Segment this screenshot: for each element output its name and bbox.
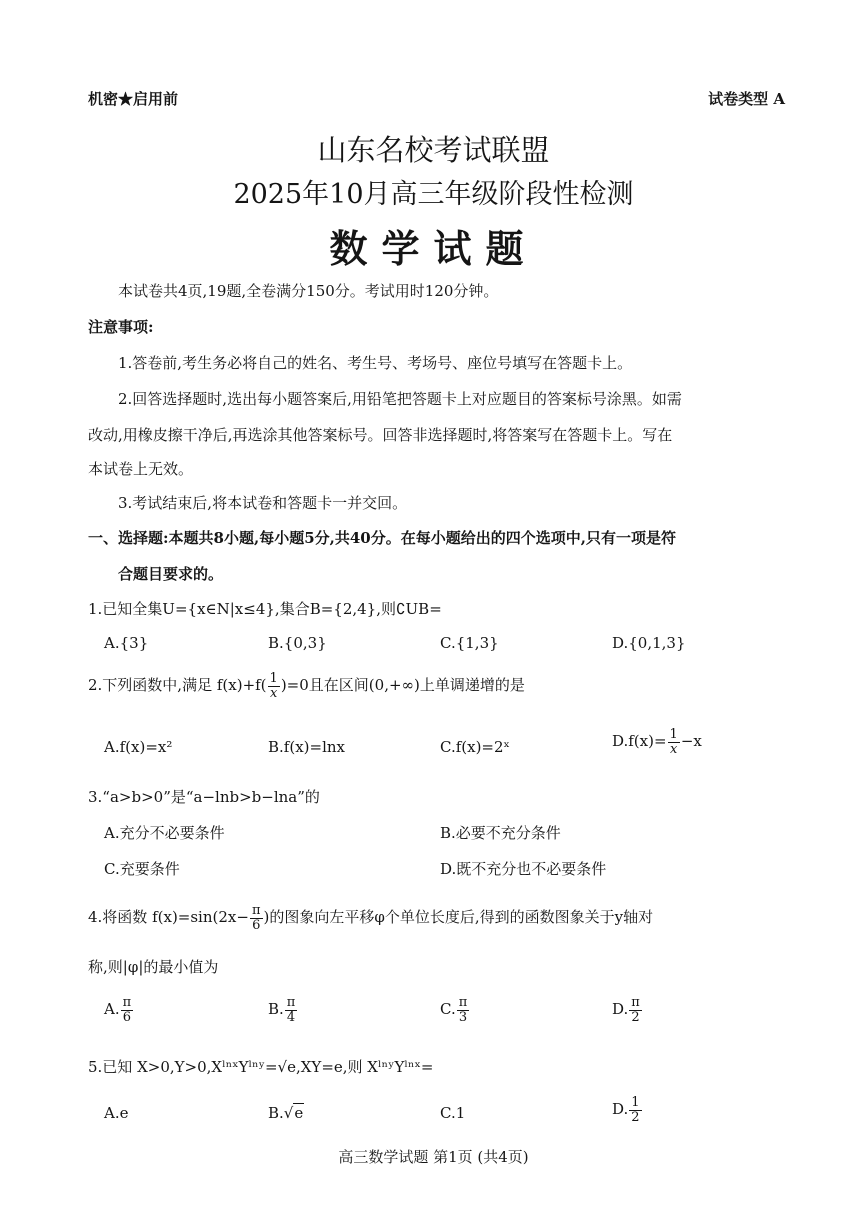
fraction-numerator: π [631,995,640,1010]
question-5-option-c: C.1 [440,1104,466,1122]
question-3-option-c: C.充要条件 [104,860,180,878]
notice-item-2-line-3: 本试卷上无效。 [88,460,194,478]
question-1-option-a: A.{3} [104,634,149,652]
question-4-option-c [440,996,470,1024]
question-3-stem: 3.“a>b>0”是“a−lnb>b−lna”的 [88,788,320,806]
question-2-option-c: C.f(x)=2ˣ [440,738,510,756]
question-3-option-a: A.充分不必要条件 [104,824,225,842]
question-4-stem-end: )的图象向左平移φ个单位长度后,得到的函数图象关于y轴对 [263,908,654,927]
fraction-numerator: 1 [669,727,678,742]
fraction-numerator: 1 [269,671,278,686]
intro-text: 本试卷共4页,19题,全卷满分150分。考试用时120分钟。 [118,282,499,300]
question-2-option-b: B.f(x)=lnx [268,738,345,756]
question-1-stem: 1.已知全集U={x∈N|x≤4},集合B={2,4},则∁UB= [88,600,442,618]
notice-item-2-line-1: 2.回答选择题时,选出每小题答案后,用铅笔把答题卡上对应题目的答案标号涂黑。如需 [118,390,682,408]
option-fraction [629,1096,641,1124]
question-5-option-b: B.√e [268,1104,304,1122]
question-2-stem-start: 2.下列函数中,满足 f(x)+f( [88,676,267,695]
fraction-numerator: π [458,995,468,1010]
option-fraction [121,996,134,1024]
exam-title: 2025年10月高三年级阶段性检测 [233,179,634,210]
question-2-stem-fraction [268,672,280,700]
fraction-denominator: 2 [631,1009,640,1025]
question-2-stem [88,672,525,700]
section-heading-line-2: 合题目要求的。 [118,565,224,583]
sqrt-radicand: e [294,1104,304,1122]
question-2-option-a: A.f(x)=x² [104,738,173,756]
option-label: B. [268,1000,284,1019]
option-d-prefix: D.f(x)= [612,732,667,751]
question-4-option-a [104,996,134,1024]
option-d-fraction [668,728,680,756]
fraction-denominator: 2 [631,1109,640,1125]
fraction-numerator: π [122,995,132,1010]
question-5-option-a: A.e [104,1104,129,1122]
question-5-option-d [612,1096,643,1124]
fraction-denominator: 6 [252,917,261,933]
fraction-numerator: π [286,995,296,1010]
question-4-stem-start: 4.将函数 f(x)=sin(2x− [88,908,249,927]
section-heading-line-1: 一、选择题:本题共8小题,每小题5分,共40分。在每小题给出的四个选项中,只有一项是符 [88,529,676,547]
option-fraction [285,996,298,1024]
option-d-suffix: −x [680,732,702,751]
option-label: D. [612,1000,629,1019]
page-footer: 高三数学试题 第1页 (共4页) [338,1148,529,1166]
question-2-option-d [612,728,702,756]
option-label: C. [440,1000,456,1019]
organization-title: 山东名校考试联盟 [317,133,550,167]
confidential-mark: 机密★启用前 [88,90,179,108]
notice-item-2-line-2: 改动,用橡皮擦干净后,再选涂其他答案标号。回答非选择题时,将答案写在答题卡上。写在 [88,426,673,444]
question-1-option-d: D.{0,1,3} [612,634,686,652]
option-label: A. [104,1000,120,1019]
notice-heading: 注意事项: [88,318,154,336]
fraction-denominator: x [270,685,278,701]
question-4-option-d [612,996,643,1024]
question-1-option-c: C.{1,3} [440,634,499,652]
question-5-stem: 5.已知 X>0,Y>0,XˡⁿˣYˡⁿʸ=√e,XY=e,则 XˡⁿʸYˡⁿˣ= [88,1058,434,1076]
question-4-stem-line-2: 称,则|φ|的最小值为 [88,958,219,976]
fraction-denominator: 3 [458,1009,468,1025]
option-fraction [629,996,642,1024]
fraction-denominator: 6 [122,1009,132,1025]
question-4-stem-fraction [250,904,263,932]
question-3-option-b: B.必要不充分条件 [440,824,561,842]
fraction-numerator: 1 [631,1095,640,1110]
fraction-numerator: π [251,903,261,918]
question-2-stem-end: )=0且在区间(0,+∞)上单调递增的是 [280,676,525,695]
question-4-option-b [268,996,298,1024]
notice-item-1: 1.答卷前,考生务必将自己的姓名、考生号、考场号、座位号填写在答题卡上。 [118,354,633,372]
option-fraction [457,996,470,1024]
option-label: D. [612,1100,629,1119]
fraction-denominator: x [670,741,678,757]
question-4-stem [88,904,653,932]
notice-item-3: 3.考试结束后,将本试卷和答题卡一并交回。 [118,494,408,512]
question-3-option-d: D.既不充分也不必要条件 [440,860,607,878]
paper-type: 试卷类型 A [708,90,785,108]
fraction-denominator: 4 [286,1009,296,1025]
subject-title: 数学试题 [329,226,538,271]
question-1-option-b: B.{0,3} [268,634,327,652]
option-label: B. [268,1104,284,1122]
